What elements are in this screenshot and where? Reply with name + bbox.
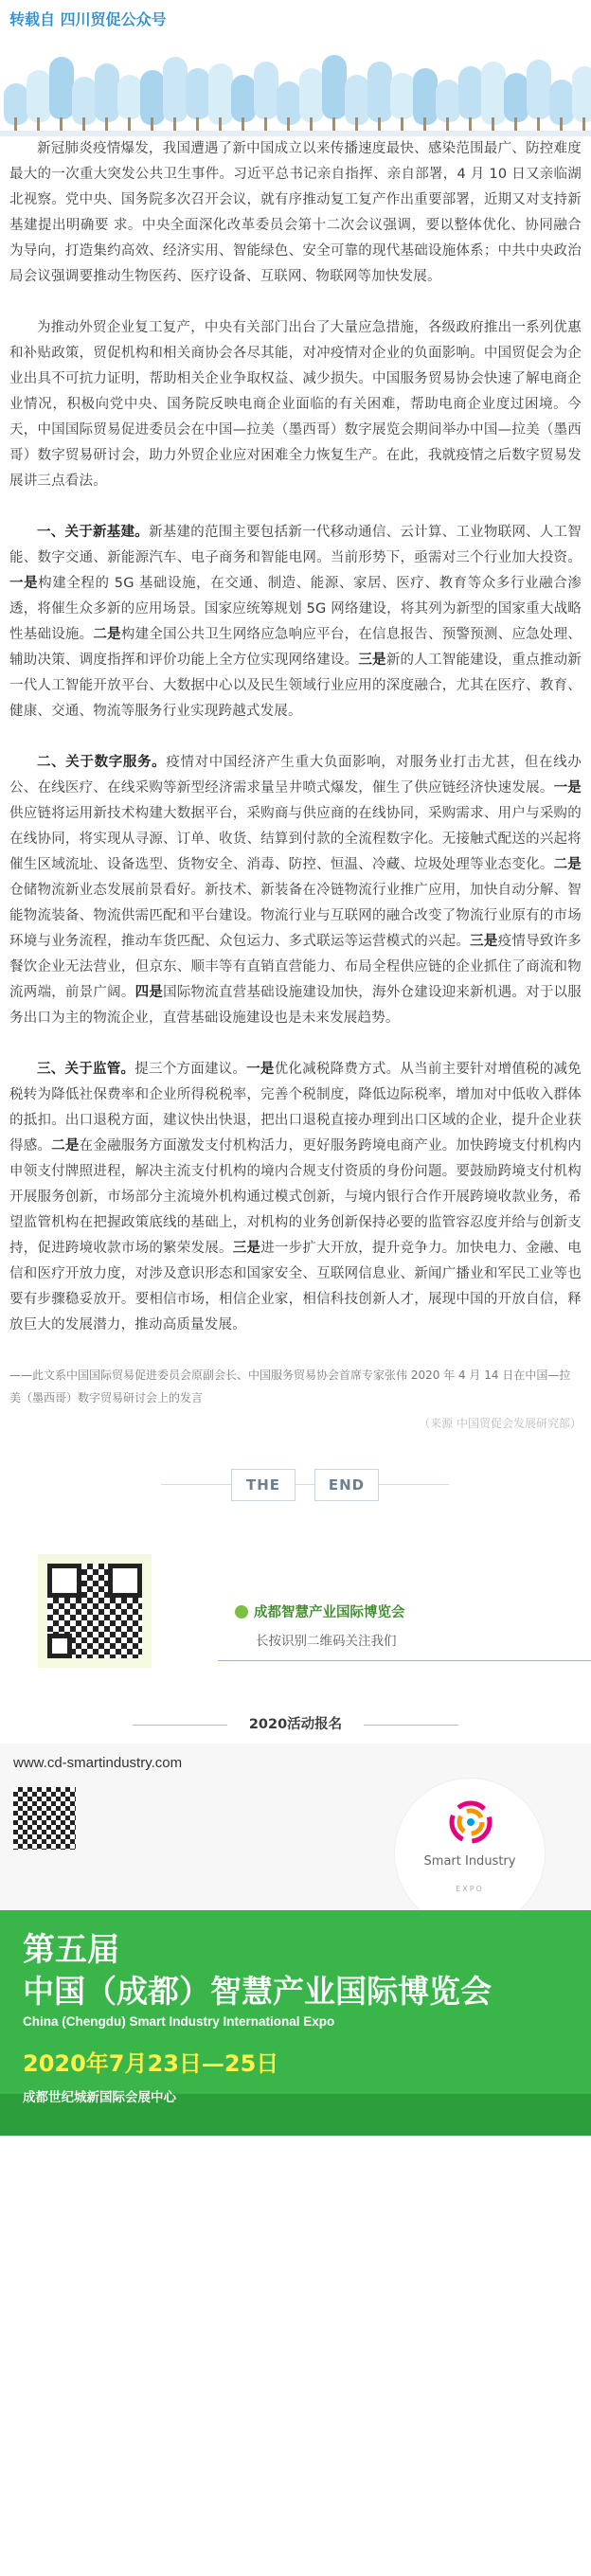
tree-decoration [208, 63, 233, 125]
tree-decoration [117, 75, 142, 119]
paragraph-text: 新的人工智能建设，重点推动新一代人工智能开放平台、大数据中心以及民生领域行业应用的深度融合，尤其在医疗、教育、健康、交通、物流等服务行业实现跨越式发展。 [9, 653, 582, 719]
paragraph-text: 疫情导致许多餐饮企业无法营业，但京东、顺丰等有直销直营能力、布局全程供应链的企业抓住了商流和物流两端，前景广阔。 [9, 934, 582, 1000]
emphasis-text: 一、关于新基建。 [37, 525, 149, 540]
qr-code-image[interactable] [47, 1564, 142, 1658]
expo-title-english: China (Chengdu) Smart Industry International Expo [23, 2014, 335, 2029]
paragraph-text: 新基建的范围主要包括新一代移动通信、云计算、工业物联网、人工智能、数字交通、新能源汽车、电子商务和智能电网。当前形势下，亟需对三个行业加大投资。 [9, 525, 582, 565]
paragraph-text: 提三个方面建议。 [134, 1062, 247, 1077]
emphasis-text: 四是 [134, 985, 164, 1000]
expo-green-banner [0, 1910, 591, 2136]
emphasis-text: 三是 [470, 934, 498, 949]
article-source: （来源 中国贸促会发展研究部） [419, 1417, 582, 1430]
ground-strip [0, 131, 591, 136]
tree-decoration [231, 75, 256, 122]
tree-decoration [367, 62, 392, 122]
paragraph-text: 进一步扩大开放，提升竞争力。加快电力、金融、电信和医疗开放力度，对涉及意识形态和国家安全、互联网信息业、新闻广播业和军民工业等也要有步骤稳妥放开。要相信市场，相信企业家，相信科技创新人才，展现中国的开放自信，释放巨大的发展潜力，推动高质量发展。 [9, 1241, 582, 1333]
expo-qr-code[interactable] [13, 1787, 76, 1850]
divider-line [161, 1484, 449, 1485]
logo-text: Smart Industry [423, 1854, 516, 1869]
article-body [0, 136, 591, 1338]
expo-title: 中国（成都）智慧产业国际博览会 [23, 1973, 492, 2010]
article-paragraph [9, 750, 582, 1031]
flower-logo-icon [235, 1605, 248, 1619]
tree-decoration [254, 62, 278, 119]
emphasis-text: 二、关于数字服务。 [37, 755, 167, 770]
qr-code-frame [38, 1554, 152, 1668]
emphasis-text: 三是 [358, 653, 386, 668]
expo-date: 2020年7月23日—25日 [23, 2050, 279, 2077]
tree-decoration [504, 73, 528, 122]
smart-industry-logo [394, 1778, 546, 1929]
follow-section [0, 1526, 591, 1706]
tree-decoration [95, 63, 119, 122]
emphasis-text: 一是 [9, 576, 39, 591]
tree-decoration [413, 68, 438, 125]
end-label: END [314, 1469, 379, 1501]
paragraph-text: 国际物流直营基础设施建设加快，海外仓建设迎来新机遇。对于以服务出口为主的物流企业，直营基础设施建设也是未来发展趋势。 [9, 985, 582, 1026]
paragraph-text: 疫情对中国经济产生重大负面影响，对服务业打击尤甚，但在线办公、在线医疗、在线采购等新型经济需求量呈井喷式爆发，催生了供应链经济快速发展。 [9, 755, 582, 796]
paragraph-text: 供应链将运用新技术构建大数据平台，采购商与供应商的在线协同，采购需求、用户与采购的在线协同，将实现从寻源、订单、收货、结算到付款的全流程数字化。无接触式配送的兴起将催生区域流址、设备选型、货物安全、消毒、防控、恒温、冷藏、垃圾处理等业态变化。 [9, 806, 582, 872]
follow-subtitle: 长按识别二维码关注我们 [256, 1634, 397, 1649]
paragraph-text: 为推动外贸企业复工复产，中央有关部门出台了大量应急措施，各级政府推出一系列优惠和补贴政策，贸促机构和相关商协会各尽其能，对冲疫情对企业的负面影响。中国贸促会为企业出具不可抗力证明，帮助相关企业争取权益、减少损失。中国服务贸易协会快速了解电商企业情况，积极向党中央、国务院反映电商企业面临的有关困难，帮助电商企业度过困境。今天，中国国际贸易促进委员会在中国—拉美（墨西哥）数字展览会期间举办中国—拉美（墨西哥）数字贸易研讨会，助力外贸企业应对困难全力恢复生产。在此，我就疫情之后数字贸易发展讲三点看法。 [9, 320, 582, 489]
paragraph-text: 优化减税降费方式。从当前主要针对增值税的减免税转为降低社保费率和企业所得税税率，完善个税制度，降低边际税率，增加对中低收入群体的抵扣。出口退税方面，建议快出快退，把出口退税直接办理到出口区域的企业，提升企业获得感。 [9, 1062, 582, 1154]
article-paragraph [9, 315, 582, 494]
follow-title-text: 成都智慧产业国际博览会 [254, 1605, 405, 1620]
tree-banner-decoration [0, 44, 591, 136]
article-paragraph [9, 1057, 582, 1338]
paragraph-text: 构建全国公共卫生网络应急响应平台，在信息报告、预警预测、应急处理、辅助决策、调度指挥和评价功能上全方位实现网络建设。 [9, 627, 582, 668]
repost-source-label[interactable]: 转载自 四川贸促公众号 [9, 10, 167, 28]
tree-decoration [49, 57, 74, 119]
article-paragraph [9, 520, 582, 724]
tree-decoration [458, 66, 483, 119]
follow-underline [218, 1660, 591, 1661]
emphasis-text: 三、关于监管。 [37, 1062, 135, 1077]
emphasis-text: 一是 [553, 780, 582, 796]
paragraph-text: 构建全程的 5G 基础设施，在交通、制造、能源、家居、医疗、教育等众多行业融合渗透，将催生众多新的应用场景。国家应统筹规划 5G 网络建设，将其列为新型的国家重大战略性基础设施。 [9, 576, 582, 642]
paragraph-text: 在金融服务方面激发支付机构活力，更好服务跨境电商产业。加快跨境支付机构内申领支付牌照进程，解决主流支付机构的境内合规支付资质的身份问题。要鼓励跨境支付机构开展服务创新，市场部分主流境外机构通过模式创新，与境内银行合作开展跨境收款业务，希望监管机构在把握政策底线的基础上，对机构的业务创新保持必要的监管容忍度并给与创新支持，促进跨境收款市场的繁荣发展。 [9, 1138, 582, 1256]
expo-venue: 成都世纪城新国际会展中心 [23, 2090, 176, 2105]
tree-decoration [163, 57, 188, 122]
tree-decoration [436, 80, 460, 122]
paragraph-text: 仓储物流新业态发展前景看好。新技术、新装备在冷链物流行业推广应用，加快自动分解、智能物流装备、物流供需匹配和平台建设。物流行业与互联网的融合改变了物流行业原有的市场环境与业务流程，推动车货匹配、众包运力、多式联运等运营模式的兴起。 [9, 883, 582, 949]
speech-credit: ——此文系中国国际贸易促进委员会原副会长、中国服务贸易协会首席专家张伟 2020 年 4 月 14 日在中国—拉美（墨西哥）数字贸易研讨会上的发言 [9, 1368, 571, 1404]
tree-decoration [527, 60, 551, 119]
expo-logo-icon [448, 1799, 493, 1845]
tree-decoration [572, 66, 591, 122]
tree-decoration [27, 70, 51, 122]
the-label: THE [231, 1469, 296, 1501]
emphasis-text: 一是 [246, 1062, 275, 1077]
tree-decoration [481, 62, 506, 125]
expo-poster[interactable] [0, 1744, 591, 2136]
tree-decoration [299, 68, 324, 122]
expo-website-url[interactable]: www.cd-smartindustry.com [13, 1755, 183, 1771]
article-paragraph [9, 136, 582, 290]
logo-subtext: EXPO [456, 1885, 484, 1893]
emphasis-text: 二是 [553, 857, 582, 872]
emphasis-text: 三是 [232, 1241, 261, 1256]
emphasis-text: 二是 [93, 627, 121, 642]
emphasis-text: 二是 [51, 1138, 80, 1154]
registration-title: 2020活动报名 [0, 1706, 591, 1744]
expo-edition: 第五届 [23, 1931, 119, 1969]
the-end-divider [0, 1450, 591, 1526]
follow-title [235, 1601, 405, 1621]
paragraph-text: 新冠肺炎疫情爆发，我国遭遇了新中国成立以来传播速度最快、感染范围最广、防控难度最大的一次重大突发公共卫生事件。习近平总书记亲自指挥、亲自部署，4 月 10 日又亲临湖北视察。党中央、国务院多次召开会议，就有序推动复工复产作出重要部署，近期又对支持新基建提出明确要 求。中央全面深化改革委员会第十二次会议强调，要以整体优化、协同融合为导向，打造集约高效、经济实用、智能绿色、安全可靠的现代基础设施体系；中共中央政治局会议强调要推动生物医药、医疗设备、互联网、物联网等加快发展。 [9, 141, 582, 284]
tree-decoration [186, 68, 210, 119]
tree-decoration [390, 73, 415, 119]
tree-decoration [322, 55, 347, 119]
